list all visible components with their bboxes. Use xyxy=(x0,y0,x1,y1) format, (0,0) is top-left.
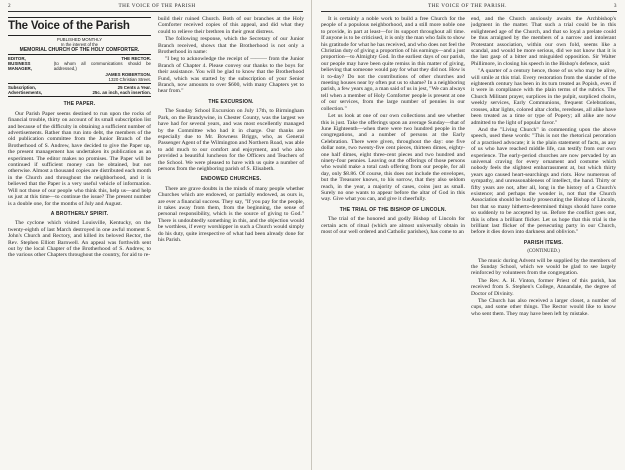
heading-endowed-churches: ENDOWED CHURCHES. xyxy=(200,176,262,183)
masthead-editor: EDITOR, THE RECTOR. xyxy=(8,56,151,61)
paragraph-the-paper: Our Parish Paper seems destined to run upon the rocks of financial trouble, thirty on account of its small subscription list and because of the difficulty in obtaining a sufficient number of advertisements. Rather than run into debt, the members of the old publication committee from the Junior Branch of the Brotherhood of S. Andrew, have decided to give the Paper up, the present management has undertaken its publication as an experiment. The editor makes no promises. The Paper will be continued if sufficient money can be obtained, but not otherwise. Almost a thousand copies are distributed each month in the Church and throughout the neighborhood, and it is believed that the Paper is a very useful vehicle of information. Will not those of our people who think this, help us—and help us just at this time—to continue the issue? The present number is a double one, for the months of July and August. xyxy=(8,110,151,207)
page-number: 2 xyxy=(8,3,12,9)
masthead-advertisements: Advertisements, 25c. an inch, each insertion. xyxy=(8,90,151,96)
right-page xyxy=(313,0,625,470)
right-column-2 xyxy=(471,16,616,466)
left-column-2 xyxy=(158,16,304,466)
parish-item: The Rev. A. H. Vinton, former Priest of this parish, has received from S. Stephen's College, Annandale, the degree of Doctor of Divinity. xyxy=(471,277,616,297)
heading-the-paper: THE PAPER. xyxy=(63,101,96,108)
paragraph-continued: build their ruined Church. Both of our branches at the Holy Comforter received copies of this appeal, and did what they could to relieve their brethren in their great distress. xyxy=(158,16,304,35)
masthead-church: MEMORIAL CHURCH OF THE HOLY COMFORTER. xyxy=(19,47,140,53)
heading-parish-items: PARISH ITEMS. xyxy=(523,239,564,246)
paragraph-collections: Let us look at one of our own collections and see whether this is just. Take the offerings upon an average Sunday—that of June Eighteenth—when there were two hundred people in the congregations, and a number of persons at the Early Celebration. There were given, throughout the day: one five dollar note, two twenty-five cent pieces, thirteen dimes, eighty-one half dimes, eight three-cent pieces and two hundred and ninety-four pennies. Leaving out the offerings of those persons who would make a total cash offering from our people, for all day, only $8.86. Of course, this does not include the envelopes, but the Treasurer knows, to his sorrow, that they also seldom reach, in the year, a majority of cases, coins just as small. Surely no one wants to appear before the altar of God in this way. Give what you can, and give it cheerfully. xyxy=(321,113,465,203)
parish-item: The music during Advent will be supplied by the members of the Sunday School, which we would be glad to see largely reinforced by volunteers from the congregation. xyxy=(471,257,616,277)
masthead-title: The Voice of the Parish xyxy=(8,20,130,32)
masthead-published: PUBLISHED MONTHLY xyxy=(56,37,103,42)
masthead-rule xyxy=(8,35,151,36)
masthead-rule-top xyxy=(8,17,151,18)
parish-item: The Church has also received a larger closet, a number of cups, and some other things. The Rector would like to know who sent them. They may have been left by mistake. xyxy=(471,298,616,317)
masthead-address: 1320 Christian Street. xyxy=(108,76,151,82)
heading-excursion: THE EXCURSION. xyxy=(208,98,254,105)
header-rule xyxy=(8,11,303,12)
paragraph-letter: "I beg to acknowledge the receipt of ——— from the Junior Branch of Chapter 4. Please convey our thanks to the boys for their assistance. You will be glad to know that the Brotherhood Fund, which was started by the subscription of your Senior Branch, now amounts to over $600, with many Chapters yet to hear from." xyxy=(158,56,304,95)
masthead-rule-bottom xyxy=(8,96,151,97)
running-title: THE VOICE OF THE PARISH xyxy=(118,3,196,9)
masthead-rule-mid xyxy=(8,54,151,55)
paragraph-excursion: The Sunday School Excursion on July 17th, to Birmingham Park, on the Brandywine, in Chester County, was the largest we have had for several years, and was most excellently managed by the Committee who had it in charge. Our thanks are especially due to Mr. Bowness Briggs, who, as General Passenger Agent of the Wilmington and Northern Road, was able to add much to our comfort and enjoyment, and who also provided a beautiful luncheon for the Officers and Teachers of the School. We were pleased to have with us quite a number of persons from the neighboring parish of S. Elisabeth. xyxy=(158,108,304,172)
paragraph-trial-continued: end, and the Church anxiously awaits the Archbishop's judgment in the matter. That such a trial could be in this enlightened age of the Church, and that so loyal a prelate could be thus arraigned by the members of a narrow and intolerant Protestant association, within our own fold, seems like a scandal, and would be more serious, did we not know that it is the last gasp of a bitter and misguided opposition. Sir Walter Phillimore, in closing his speech in the Bishop's defence, said: xyxy=(471,16,616,67)
header-rule xyxy=(321,11,617,12)
masthead-business-value: JAMES ROBERTSON. xyxy=(105,71,151,77)
left-page xyxy=(0,0,312,470)
running-title: THE VOICE OF THE PARISH. xyxy=(427,3,507,9)
left-column-1 xyxy=(8,16,151,466)
masthead-interest: In the interest of the xyxy=(60,42,98,47)
paragraph-letter-intro: The following response, which the Secretary of our Junior Branch received, shows that the Brotherhood is not only a Brotherhood in name: xyxy=(158,36,304,56)
masthead-rule-sub xyxy=(8,83,151,84)
paragraph-brotherly-spirit: The cyclone which visited Louisville, Kentucky, on the twenty-eighth of last March destroyed in one awful moment S. John's Church and Rectory, and killed its beloved Rector, the Rev. Stephen Elliott Barnwell. An appeal was forthwith sent out by the local Chapter of the Brotherhood of S. Andrew, to the various other Chapters throughout the country, for aid to re- xyxy=(8,220,151,259)
running-head-right xyxy=(321,3,617,9)
heading-brotherly-spirit: A BROTHERLY SPIRIT. xyxy=(50,210,109,217)
paragraph-trial-bishop: The trial of the honored and godly Bishop of Lincoln for certain acts of ritual (which are almost universally obtain in most of our well ordered and Catholic parishes), has come to an xyxy=(321,216,465,235)
right-column-1 xyxy=(321,16,465,466)
paragraph-noble-work: It is certainly a noble work to build a free Church for the people of a populous neighborhood, and a still more noble one to provide, in part at least—for its support throughout all time. If anyone is to be criticised, it is only the man who fails to show his gratitude for what he has received, and who does not feel the Christian duty of giving a proportion of his earnings—and a just proportion—to Almighty God. In the earliest days of our parish, our people may have been quite remiss in this matter of giving, believing that someone would pay for what they did not. How is it to-day? Do not the contributions of other churches and meeting houses near by often put us to shame? In a neighboring parish, a few years ago, a man said of us in jest, "We can always tell when a member of Holy Comforter people is present at one of our services, from the large number of pennies in our collection." xyxy=(321,16,465,112)
heading-trial-bishop: THE TRIAL OF THE BISHOP OF LINCOLN. xyxy=(339,206,447,213)
page-number: 3 xyxy=(613,3,617,9)
paragraph-endowed-churches: There are grave doubts in the minds of many people whether Churches which are endowed, or partially endowed, as ours is, are ever a financial success. They say, "If you pay for the people, it takes away from them, from the beginning, the sense of personal responsibility, which is the source of giving to God." There is undoubtedly something in this, and the objection would be worthless, if every worshipper in such a Church would simply do his duty, quite irrespective of what had been already done for his Parish. xyxy=(158,185,304,243)
masthead-subscription: Subscription, 25 Cents a Year. xyxy=(8,85,151,91)
paragraph-phillimore-quote: "A quarter of a century hence, those of us who may be alive, will smile at this trial. Every restoration from the slander of the eighteenth century has been in its turn treated as Popish, even if it were in compliance with the plain terms of the rubrics. The Church Militant prayer, surplices in the pulpit, surpliced choirs, weekly services, Early Communions, frequent Celebrations, crosses, altar lights, colored altar cloths, reredoses, all alike have been treated as a time or type of Popery; all alike are now admitted to the light of popular favor." xyxy=(471,68,616,126)
parish-items-continued: (CONTINUED.) xyxy=(527,249,560,255)
running-head-left xyxy=(8,3,303,9)
paragraph-living-church: And the "Living Church" in commenting upon the above speech, used these words: "This is not the rhetorical peroration of a practised advocate; it is the plain statement of facts, as any of us who have reached middle life, can testify from our own experience. The early-period churches are now pervaded by an universal craving for every ornament and costume which nobody feels the slightest embarrassment at, but which thirty years ago caused heart-searchings and riots. How numerous of sympathy, and unreasonableness of intellect, the hand. Thirty or fifty years are not, after all, long in the history of a Church's existence; and perhaps the wonder is, not that the Church Association should be busily prosecuting the Bishop of Lincoln, but that so many hitherto-determined things should have come so suddenly to be accepted by us. Before the conflict goes out, this is often a brilliant flicker. Let us hope that this trial is the brilliant last flicker of the persecuting party in our Church, before it dies down into darkness and oblivion." xyxy=(471,126,616,236)
masthead-business: BUSINESS MANAGER, (to whom all communications should be addressed,) xyxy=(8,61,151,72)
